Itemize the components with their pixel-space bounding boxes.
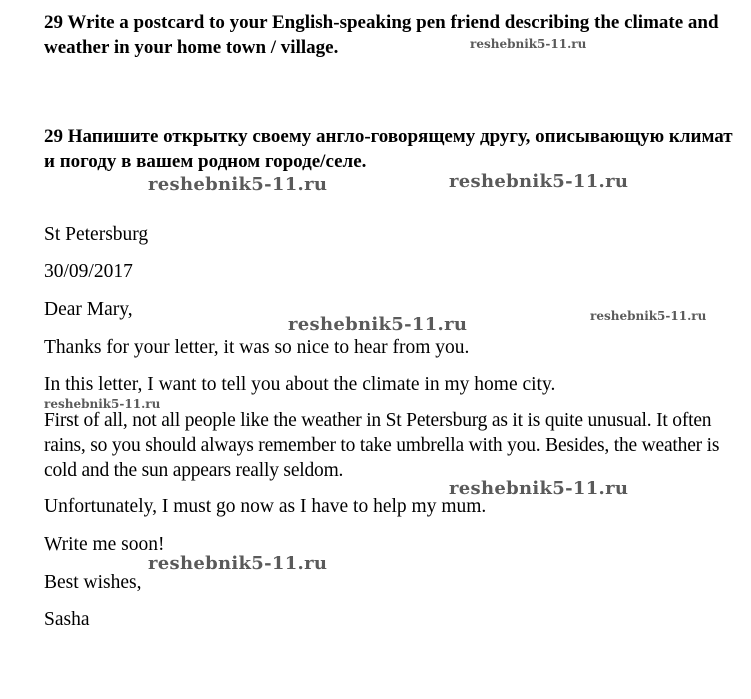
watermark: reshebnik5-11.ru	[590, 309, 707, 323]
letter-greeting: Dear Mary,	[44, 299, 133, 320]
watermark: reshebnik5-11.ru	[148, 553, 328, 574]
letter-paragraph: Unfortunately, I must go now as I have to help my mum.	[44, 496, 487, 517]
letter-paragraph: Thanks for your letter, it was so nice to hear from you.	[44, 337, 470, 358]
letter-paragraph: In this letter, I want to tell you about the climate in my home city.	[44, 374, 556, 395]
letter-signature: Sasha	[44, 609, 90, 630]
task-heading-russian: 29 Напишите открытку своему англо-говорящему другу, описывающую климат и погоду в вашем родном городе/селе.	[44, 126, 733, 172]
letter-city: St Petersburg	[44, 224, 149, 245]
watermark: reshebnik5-11.ru	[449, 478, 629, 499]
task-heading-english: 29 Write a postcard to your English-speaking pen friend describing the climate and weather in your home town / village.	[44, 12, 719, 58]
letter-paragraph: First of all, not all people like the weather in St Petersburg as it is quite unusual. It often rains, so you should always remember to take umbrella with you. Besides, the weather is cold and the sun appears really seldom.	[44, 410, 720, 481]
letter-closing: Write me soon!	[44, 534, 165, 555]
watermark: reshebnik5-11.ru	[148, 174, 328, 195]
watermark: reshebnik5-11.ru	[449, 171, 629, 192]
watermark: reshebnik5-11.ru	[44, 397, 161, 411]
letter-sign-off: Best wishes,	[44, 572, 142, 593]
watermark: reshebnik5-11.ru	[470, 37, 587, 51]
letter-date: 30/09/2017	[44, 261, 133, 282]
watermark: reshebnik5-11.ru	[288, 314, 468, 335]
